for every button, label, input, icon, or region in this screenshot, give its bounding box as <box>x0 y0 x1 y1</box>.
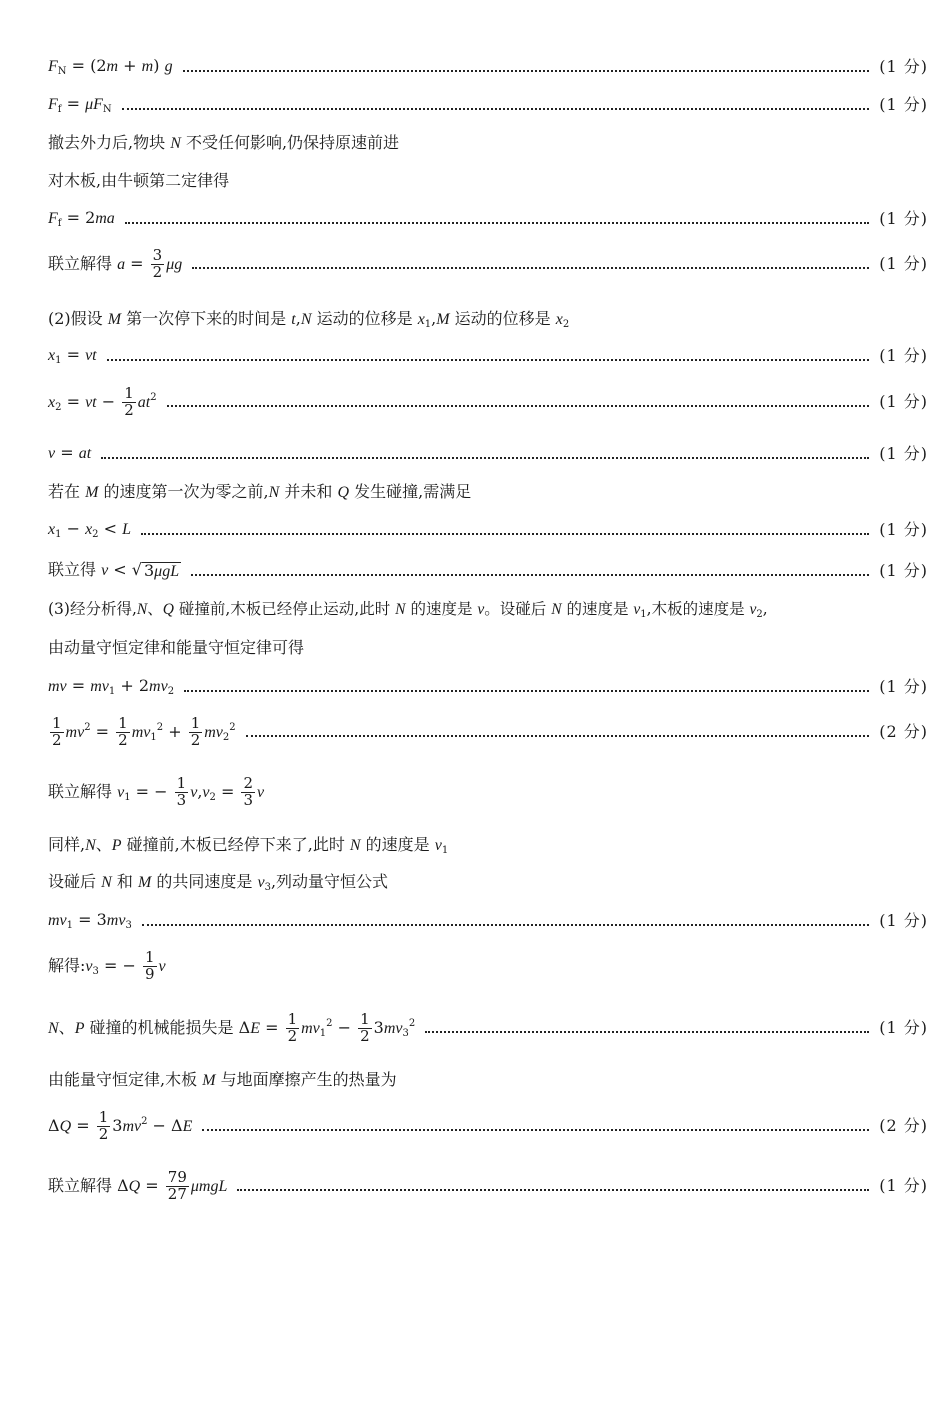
score-label: (1 分) <box>879 1176 928 1196</box>
text-line: 对木板,由牛顿第二定律得 <box>48 171 230 190</box>
score-label: (2 分) <box>879 722 928 742</box>
eq-momentum-1: mv = $mv_1 + 2mv_2$ (1 分) <box>48 676 928 697</box>
eq-heat-result: 联立解得 ΔQ = $\frac{79}{27}$ μmgL (1 分) <box>48 1168 928 1203</box>
leader-dots <box>192 267 869 269</box>
eq-energy-1: $\frac{1}{2}$ $mv^2$ = $\frac{1}{2}$ $mv_1^2$ + $\frac{1}{2}$ $mv_2^2$ (2 分) <box>52 714 928 749</box>
eq-momentum-2: $mv_1 = 3mv_3$ (1 分) <box>48 910 928 931</box>
text-line: 若在 M 的速度第一次为零之前,N 并未和 Q 发生碰撞,需满足 <box>48 482 472 501</box>
score-label: (1 分) <box>879 561 928 580</box>
score-label: (1 分) <box>879 1018 928 1038</box>
leader-dots <box>202 1129 869 1131</box>
score-label: (1 分) <box>879 910 928 930</box>
score-label: (1 分) <box>879 56 928 76</box>
eq-normal-force: $F_N = (2m + m)$ g (1 分) <box>48 56 928 77</box>
eq-velocity-limit: 联立得 v < √ 3μgL (1 分) <box>48 560 928 580</box>
leader-dots <box>142 924 869 926</box>
leader-dots <box>191 574 869 576</box>
eq-velocity: v = at (1 分) <box>48 443 928 463</box>
score-label: (1 分) <box>879 392 928 412</box>
score-label: (1 分) <box>879 345 928 365</box>
text-line: (3)经分析得,N、Q 碰撞前,木板已经停止运动,此时 N 的速度是 v。设碰后 N 的速度是 $v_1$,木板的速度是 $v_2$, <box>48 600 768 620</box>
leader-dots <box>167 405 870 407</box>
text-line: 撤去外力后,物块 N 不受任何影响,仍保持原速前进 <box>48 133 400 152</box>
score-label: (1 分) <box>879 443 928 463</box>
leader-dots <box>107 359 870 361</box>
leader-dots <box>246 735 870 737</box>
eq-friction: $F_f = \mu F_N$ (1 分) <box>48 94 928 115</box>
text-line: 设碰后 N 和 M 的共同速度是 $v_3$,列动量守恒公式 <box>48 872 389 893</box>
eq-heat: ΔQ = $\frac{1}{2}$ $3mv^2 - \Delta E$ (2 分) <box>48 1108 928 1143</box>
eq-x1: $x_1$ = vt (1 分) <box>48 345 928 366</box>
leader-dots <box>425 1031 869 1033</box>
eq-condition: $x_1 - x_2 < L$ (1 分) <box>48 519 928 540</box>
eq-energy-loss: N、P 碰撞的机械能损失是 ΔE = $\frac{1}{2}$ $mv_1^2$ − $\frac{1}{2}$ $3mv_3^2$ (1 分) <box>48 1010 928 1045</box>
leader-dots <box>184 690 869 692</box>
leader-dots <box>125 222 869 224</box>
score-label: (1 分) <box>879 208 928 228</box>
leader-dots <box>237 1189 869 1191</box>
text-line: (2)假设 M 第一次停下来的时间是 t,N 运动的位移是 $x_1,M$ 运动的位移是 $x_2$ <box>48 309 570 330</box>
score-label: (1 分) <box>879 519 928 539</box>
leader-dots <box>122 108 870 110</box>
eq-x2: $x_2$ = vt − $\frac{1}{2}$ $at^2$ (1 分) <box>48 384 928 419</box>
leader-dots <box>101 457 869 459</box>
text-line: 同样,N、P 碰撞前,木板已经停下来了,此时 N 的速度是 $v_1$ <box>48 835 449 856</box>
score-label: (2 分) <box>879 1116 928 1136</box>
score-label: (1 分) <box>879 676 928 696</box>
text-line: 由能量守恒定律,木板 M 与地面摩擦产生的热量为 <box>48 1070 397 1089</box>
eq-newton-second: $F_f = 2ma$ (1 分) <box>48 208 928 229</box>
leader-dots <box>141 533 869 535</box>
score-label: (1 分) <box>879 94 928 114</box>
eq-v3: 解得$:v_3$ = − $\frac{1}{9}$ v <box>48 948 166 983</box>
eq-acceleration: 联立解得 a = $\frac{3}{2}$ μg (1 分) <box>48 246 928 281</box>
leader-dots <box>183 70 870 72</box>
eq-v1-v2: 联立解得 $v_1$ = − $\frac{1}{3}$ $v,v_2$ = $\frac{2}{3}$ v <box>48 774 265 809</box>
text-line: 由动量守恒定律和能量守恒定律可得 <box>48 638 305 657</box>
score-label: (1 分) <box>879 254 928 274</box>
